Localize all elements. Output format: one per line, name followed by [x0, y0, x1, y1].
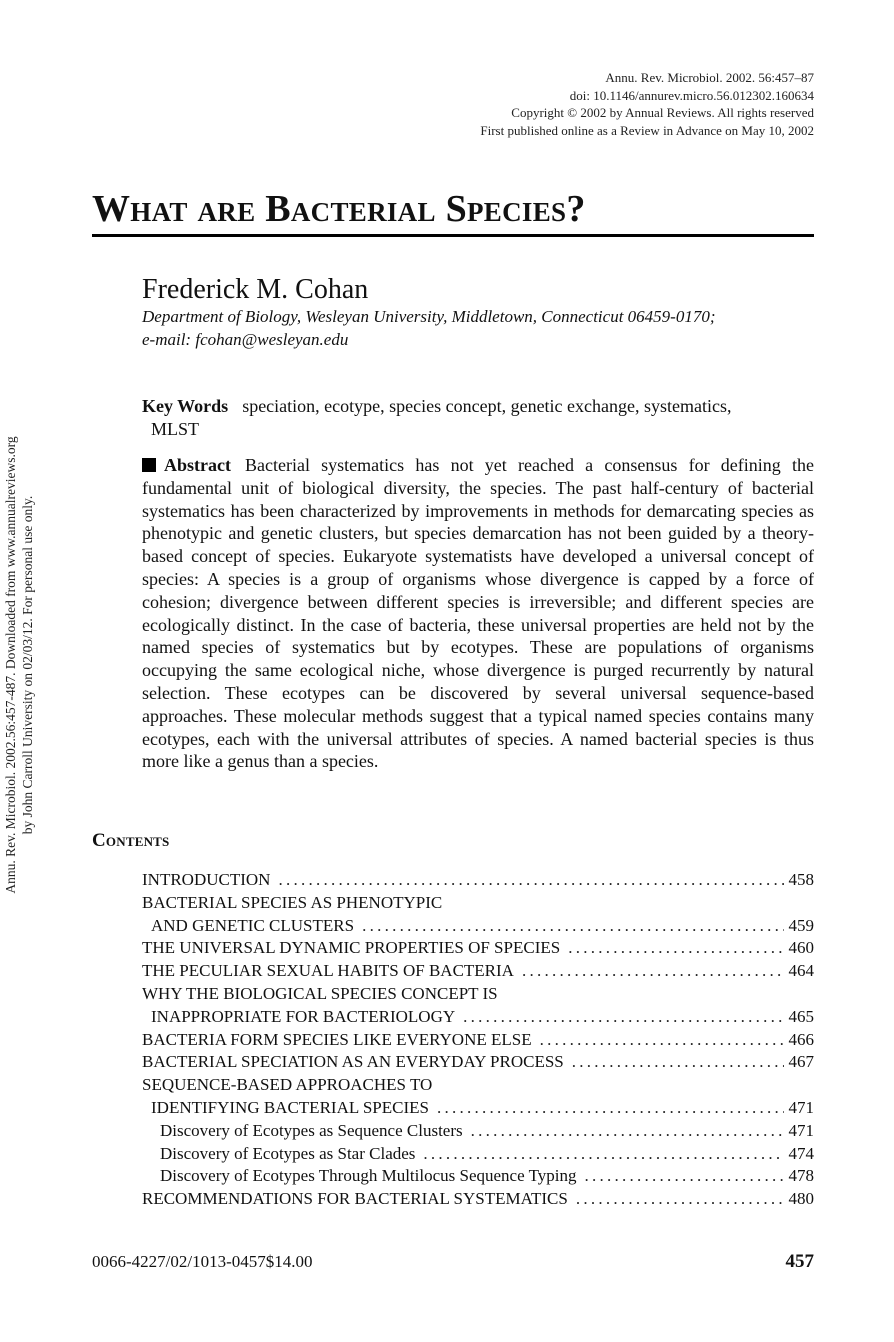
keywords-list: speciation, ecotype, species concept, genetic exchange, systematics,	[242, 396, 732, 416]
toc-entry[interactable]	[142, 1051, 814, 1074]
title-rule	[92, 234, 814, 237]
keywords-block	[142, 395, 814, 441]
toc-entry-page: 466	[788, 1029, 814, 1049]
toc-entry-label: RECOMMENDATIONS FOR BACTERIAL SYSTEMATICS	[142, 1189, 568, 1209]
toc-leader-dots	[278, 869, 783, 892]
toc-entry-label: BACTERIA FORM SPECIES LIKE EVERYONE ELSE	[142, 1029, 532, 1049]
toc-leader-dots	[585, 1165, 784, 1188]
toc-leader-dots	[437, 1097, 784, 1120]
toc-entry-label: SEQUENCE-BASED APPROACHES TO	[142, 1075, 433, 1095]
doi-line: doi: 10.1146/annurev.micro.56.012302.160634	[569, 87, 814, 103]
copyright-line: Copyright © 2002 by Annual Reviews. All rights reserved	[511, 105, 814, 120]
keywords-label: Key Words	[142, 396, 229, 416]
toc-leader-dots	[572, 1051, 784, 1074]
toc-entry-page: 474	[788, 1143, 814, 1163]
toc-entry[interactable]	[142, 892, 814, 915]
toc-entry-label: THE PECULIAR SEXUAL HABITS OF BACTERIA	[142, 961, 514, 981]
toc-entry-page: 471	[788, 1120, 814, 1140]
toc-leader-dots	[540, 1029, 784, 1052]
toc-entry-page: 480	[788, 1189, 814, 1209]
toc-entry[interactable]	[142, 915, 814, 938]
toc-subentry[interactable]	[142, 1120, 814, 1143]
journal-header	[480, 69, 814, 139]
toc-leader-dots	[576, 1188, 784, 1211]
toc-entry-label: BACTERIAL SPECIATION AS AN EVERYDAY PROCESS	[142, 1052, 564, 1072]
author-name: Frederick M. Cohan	[142, 274, 369, 305]
toc-entry[interactable]	[142, 960, 814, 983]
toc-entry-label: IDENTIFYING BACTERIAL SPECIES	[151, 1097, 429, 1117]
toc-entry[interactable]	[142, 1097, 814, 1120]
author-affiliation	[142, 305, 822, 351]
toc-entry-page: 460	[788, 938, 814, 958]
abstract-text: Bacterial systematics has not yet reached a consensus for defining the fundamental unit of biological diversity, the species. The past half-century of bacterial systematics has been characterized by improvements in methods for demarcating species as phenotypic and genetic clusters, but species demarcation has not been guided by a theory-based concept of species. Eukaryote systematists have developed a universal concept of species: A species is a group of organisms whose divergence is capped by a force of cohesion; divergence between different species is irreversible; and different species are ecologically distinct. In the case of bacteria, these universal properties are held not by the named species of systematics but by ecotypes. These are populations of organisms occupying the same ecological niche, whose divergence is purged recurrently by natural selection. These ecotypes can be discovered by several universal sequence-based approaches. These molecular methods suggest that a typical named species contains many ecotypes, each with the universal attributes of species. A named bacterial species is thus more like a genus than a species.	[142, 455, 814, 772]
toc-entry-label: INAPPROPRIATE FOR BACTERIOLOGY	[151, 1006, 456, 1026]
toc-entry-page: 464	[788, 961, 814, 981]
toc-entry-label: Discovery of Ecotypes as Star Clades	[160, 1143, 416, 1163]
toc-entry-label: BACTERIAL SPECIES AS PHENOTYPIC	[142, 892, 443, 912]
toc-leader-dots	[362, 915, 783, 938]
contents-heading: Contents	[92, 830, 170, 851]
toc-entry[interactable]	[142, 1188, 814, 1211]
toc-entry[interactable]	[142, 1029, 814, 1052]
affiliation-line: Department of Biology, Wesleyan University, Middletown, Connecticut 06459-0170;	[142, 307, 716, 326]
toc-leader-dots	[423, 1143, 783, 1166]
square-bullet-icon	[142, 458, 156, 472]
toc-entry[interactable]	[142, 937, 814, 960]
toc-leader-dots	[522, 960, 784, 983]
article-title: What are Bacterial Species?	[92, 188, 586, 230]
toc-entry-label: INTRODUCTION	[142, 870, 271, 889]
toc-entry-label: Discovery of Ecotypes as Sequence Clusters	[160, 1120, 463, 1140]
toc-leader-dots	[463, 1006, 783, 1029]
abstract-block	[142, 454, 814, 773]
toc-subentry[interactable]	[142, 1143, 814, 1166]
email-line: e-mail: fcohan@wesleyan.edu	[142, 330, 349, 349]
toc-entry-label: THE UNIVERSAL DYNAMIC PROPERTIES OF SPECIES	[142, 938, 561, 958]
toc-entry[interactable]	[142, 983, 814, 1006]
table-of-contents	[142, 869, 814, 1211]
toc-entry[interactable]	[142, 1074, 814, 1097]
toc-entry-label: AND GENETIC CLUSTERS	[151, 915, 355, 935]
download-watermark-line2: by John Carroll University on 02/03/12. For personal use only.	[20, 495, 35, 835]
toc-entry-page: 458	[788, 870, 814, 889]
toc-entry-page: 471	[788, 1097, 814, 1117]
toc-entry[interactable]	[142, 869, 814, 892]
toc-entry-page: 459	[788, 915, 814, 935]
toc-leader-dots	[471, 1120, 784, 1143]
toc-entry-page: 465	[788, 1006, 814, 1026]
toc-entry-label: WHY THE BIOLOGICAL SPECIES CONCEPT IS	[142, 983, 498, 1003]
keywords-list-continued: MLST	[151, 419, 200, 439]
toc-entry[interactable]	[142, 1006, 814, 1029]
abstract-label: Abstract	[164, 455, 231, 475]
journal-citation: Annu. Rev. Microbiol. 2002. 56:457–87	[605, 70, 814, 85]
download-watermark-line1: Annu. Rev. Microbiol. 2002.56:457-487. Downloaded from www.annualreviews.org	[3, 436, 18, 894]
toc-subentry[interactable]	[142, 1165, 814, 1188]
download-watermark	[2, 375, 36, 955]
article-code: 0066-4227/02/1013-0457$14.00	[92, 1252, 313, 1271]
toc-leader-dots	[568, 937, 783, 960]
toc-entry-page: 467	[788, 1052, 814, 1072]
publication-date-line: First published online as a Review in Advance on May 10, 2002	[480, 122, 814, 138]
toc-entry-label: Discovery of Ecotypes Through Multilocus Sequence Typing	[160, 1166, 577, 1186]
page-number: 457	[785, 1251, 814, 1272]
toc-entry-page: 478	[788, 1166, 814, 1186]
